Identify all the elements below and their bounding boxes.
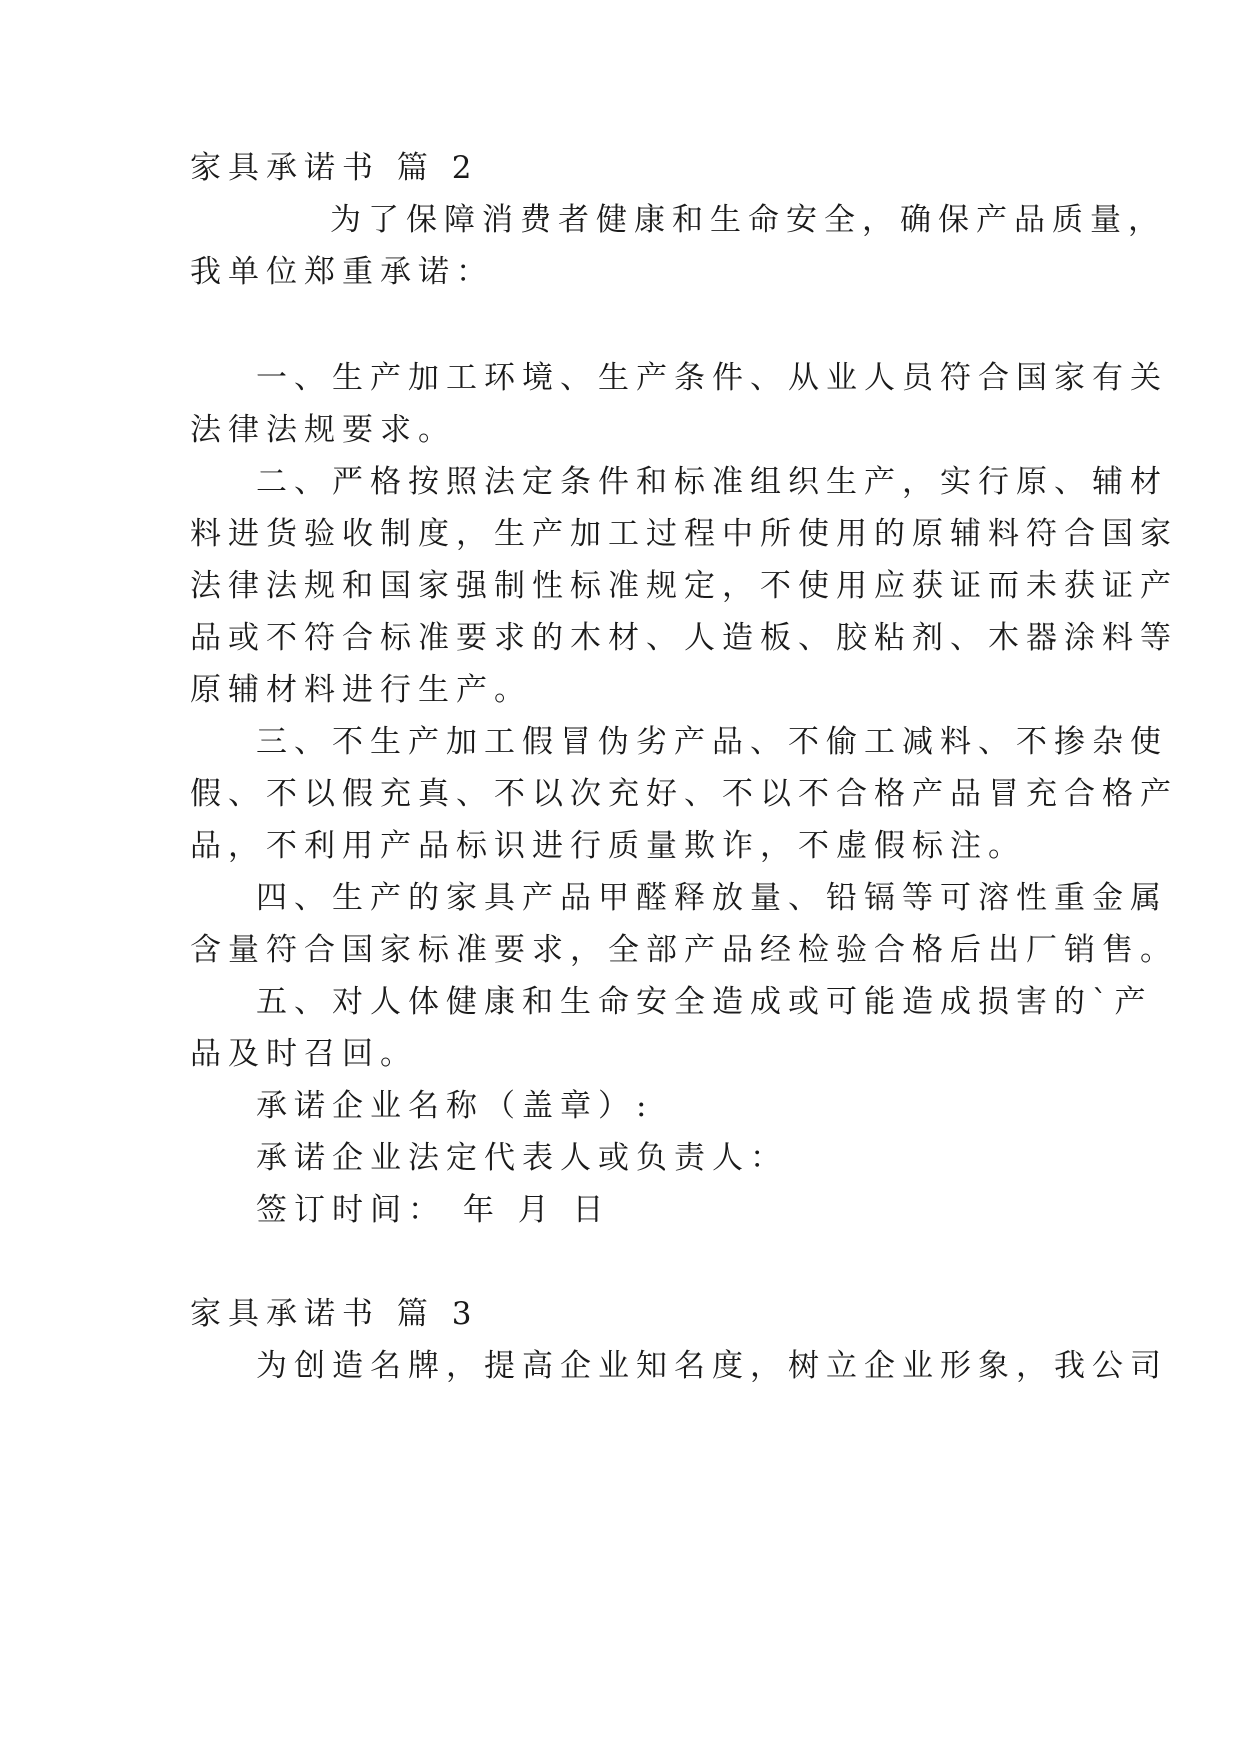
paragraph-line: 含量符合国家标准要求，全部产品经检验合格后出厂销售。 bbox=[190, 932, 1178, 968]
paragraph-line: 品及时召回。 bbox=[190, 1036, 418, 1072]
paragraph-line: 为了保障消费者健康和生命安全，确保产品质量， bbox=[330, 202, 1166, 238]
paragraph-line: 品，不利用产品标识进行质量欺诈，不虚假标注。 bbox=[190, 828, 1026, 864]
signature-field-date: 签订时间： 年 月 日 bbox=[256, 1192, 611, 1228]
paragraph-line: 品或不符合标准要求的木材、人造板、胶粘剂、木器涂料等 bbox=[190, 620, 1178, 656]
paragraph-line: 二、严格按照法定条件和标准组织生产，实行原、辅材 bbox=[256, 464, 1168, 500]
paragraph-line: 五、对人体健康和生命安全造成或可能造成损害的`产 bbox=[256, 984, 1153, 1020]
paragraph-line: 法律法规要求。 bbox=[190, 412, 456, 448]
section-title: 家具承诺书 篇 3 bbox=[190, 1296, 479, 1332]
paragraph-line: 四、生产的家具产品甲醛释放量、铅镉等可溶性重金属 bbox=[256, 880, 1168, 916]
paragraph-line: 假、不以假充真、不以次充好、不以不合格产品冒充合格产 bbox=[190, 776, 1178, 812]
paragraph-line: 料进货验收制度，生产加工过程中所使用的原辅料符合国家 bbox=[190, 516, 1178, 552]
paragraph-line: 法律法规和国家强制性标准规定，不使用应获证而未获证产 bbox=[190, 568, 1178, 604]
signature-field-representative: 承诺企业法定代表人或负责人： bbox=[256, 1140, 788, 1176]
signature-field-company: 承诺企业名称（盖章）: bbox=[256, 1088, 654, 1124]
paragraph-line: 我单位郑重承诺： bbox=[190, 254, 494, 290]
paragraph-line: 三、不生产加工假冒伪劣产品、不偷工减料、不掺杂使 bbox=[256, 724, 1168, 760]
paragraph-line: 为创造名牌，提高企业知名度，树立企业形象，我公司 bbox=[256, 1348, 1168, 1384]
paragraph-line: 原辅材料进行生产。 bbox=[190, 672, 532, 708]
paragraph-line: 一、生产加工环境、生产条件、从业人员符合国家有关 bbox=[256, 360, 1168, 396]
section-title: 家具承诺书 篇 2 bbox=[190, 150, 479, 186]
